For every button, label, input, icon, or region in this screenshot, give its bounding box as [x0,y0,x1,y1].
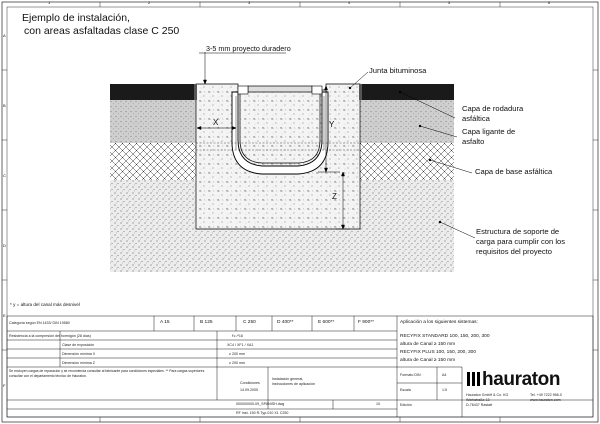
row-mark-e: E [3,313,6,318]
label-dim-z: Z [332,192,337,201]
class-d400: D 400** [277,320,294,325]
row-mark-c: C [3,173,6,178]
label-dim-y: Y [329,120,335,129]
norm-label: Categoría según EN 1433/ DIN 19580 [9,321,70,325]
label-rodadura-1: Capa de rodadura [462,104,524,113]
row-value-3: ≥ 200 mm [229,352,245,356]
row-value-4: ≥ 200 mm [229,361,245,365]
dimension-3-5mm [199,52,286,84]
doc-title-1: Instalación general, [272,377,304,381]
system-1-height: altura de Canal ≥ 150 mm [400,342,456,347]
label-base-asfaltica: Capa de base asfáltica [475,167,553,176]
applies-label: Aplicación a los siguientes sistemas: [400,320,478,325]
system-2: RECYFIX PLUS 100, 150, 200, 300 [400,350,476,355]
label-estructura-2: carga para cumplir con los [476,237,566,246]
address-3: D-76437 Rastatt [466,403,493,407]
company-logo-text: hauraton [482,369,561,390]
bitumen-joint-left [194,84,197,100]
label-ligante-1: Capa ligante de [462,127,516,136]
drawing-title-line1: Ejemplo de instalación, [22,12,130,24]
row-mark-b: B [3,103,6,108]
row-mark-d: D [3,243,6,248]
col-mark-6: 6 [548,0,551,5]
row-mark-a: A [3,33,6,38]
contact-phone: Tel. +49 7222 958-0 [530,393,562,397]
footnote: * y = altura del canal más desnivel [10,302,80,307]
sheet-number: 10 [376,402,380,406]
conditions-label: Condiciones [240,381,260,385]
doc-title-2: instrucciones de aplicación [272,382,315,386]
class-c250: C 250 [243,320,256,325]
row-mark-f: F [3,383,6,388]
class-e600: E 600** [318,320,335,325]
title-block-grid [7,316,593,417]
row-value-1: f'c /*16 [232,334,243,338]
row-label-1: Resistencia a la compresión del hormigón (28 días) [9,334,91,338]
system-1: RECYFIX STANDARD 100, 150, 200, 300 [400,334,490,339]
concrete-bedding [196,84,360,229]
system-2-height: altura de Canal ≥ 150 mm [400,358,456,363]
label-estructura-3: requisitos del proyecto [476,247,552,256]
col-mark-4: 4 [348,0,351,5]
format-label: Formato DIN [400,373,421,377]
disclaimer: Se excluyen cargas de reparación y se recomienda consultar al fabricante para condiciones especiales. ** Para cargas superiores consultar con el departamento técnico de Hauraton. [9,369,205,378]
label-3-5mm: 3-5 mm proyecto duradero [206,44,291,53]
label-ligante-2: asfalto [462,137,485,146]
row-label-4: Dimensión mínima Z [62,361,95,365]
drawing-title-line2: con areas asfaltadas clase C 250 [24,25,180,37]
col-mark-2: 2 [148,0,151,5]
contact-web: www.hauraton.com [530,398,561,402]
bitumen-joint-right [359,84,362,100]
class-f900: F 900** [358,320,374,325]
label-dim-x: X [213,118,219,127]
drawing-date: 14.09.2005 [240,388,258,392]
col-mark-5: 5 [448,0,451,5]
format-value: A4 [442,373,447,377]
drawing-ref: RF Inst. 150 R-Typ-010 X1 C250 [236,411,289,415]
channel-grate [248,86,312,92]
col-mark-1: 1 [48,0,51,5]
address-1: Hauraton GmbH & Co. KG [466,393,509,397]
col-mark-3: 3 [248,0,251,5]
row-value-2: XC4 / XF1 / XA1 [227,343,254,347]
drawing-number: 000000000-09_SPANISH.dwg [236,402,285,406]
label-rodadura-2: asfáltica [462,114,490,123]
row-label-3: Dimensión mínima X [62,352,96,356]
label-junta-bituminosa: Junta bituminosa [369,66,427,75]
hauraton-logo-icon [467,372,480,386]
scale-label: Escala [400,388,411,392]
scale-value: 1:5 [442,388,447,392]
row-label-2: Clase de exposición [62,343,95,347]
label-estructura-1: Estructura de soporte de [476,227,560,236]
edition-label: Edición [400,403,412,407]
address-2: Werkstraße 13 [466,398,490,402]
class-b125: B 125 [200,320,213,325]
class-a15: A 15 [160,320,170,325]
